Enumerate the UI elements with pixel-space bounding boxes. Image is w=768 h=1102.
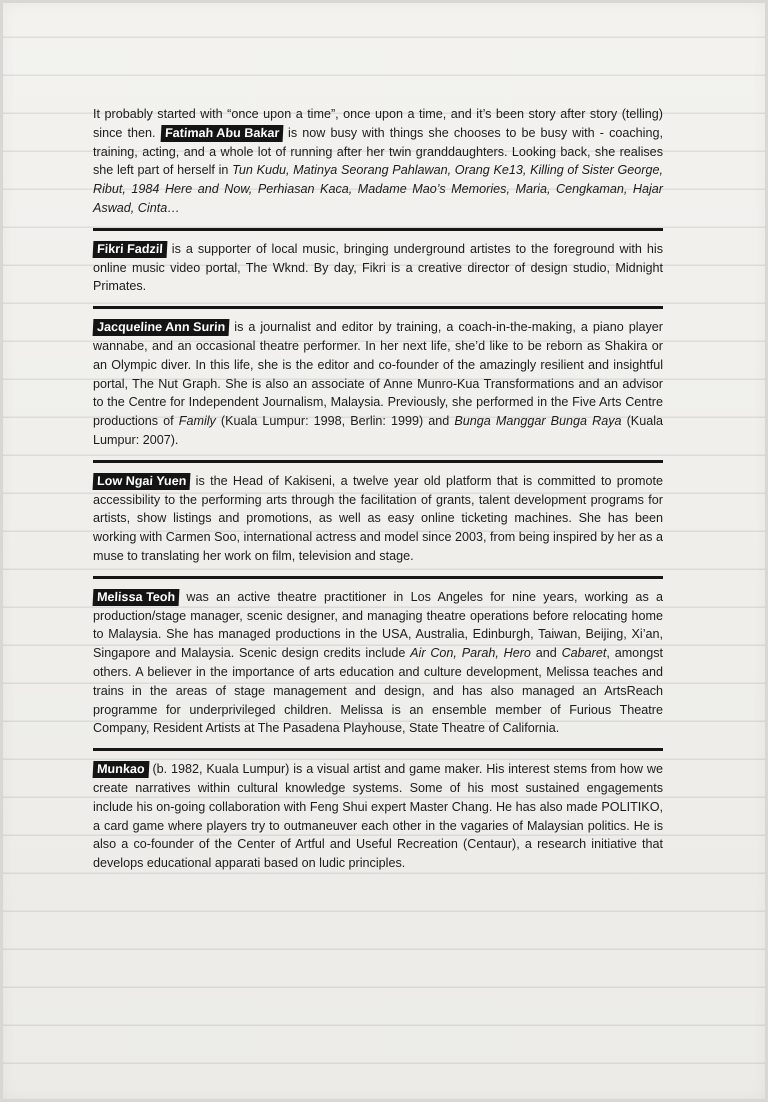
- bio-name-highlight: Jacqueline Ann Surin: [93, 319, 230, 336]
- bio-text: was an active theatre practitioner in Los Angeles for nine years, working as a production/stage manager, scenic designer, and managing theatre operations before relocating home to Malaysia. She has managed productions in the USA, Australia, Edinburgh, Taiwan, Beijing, Xi’an, Singapore and Malaysia. Scenic design credits include: [93, 589, 663, 661]
- bio-text: is now busy with things she chooses to be busy with - coaching, training, acting, and a whole lot of running after her twin granddaughters. Looking back, she realises she left part of herself in: [93, 125, 663, 178]
- bio-fikri-fadzil: [93, 240, 663, 296]
- bio-name-highlight: Melissa Teoh: [93, 589, 180, 606]
- bio-fatimah-abu-bakar: [93, 105, 663, 218]
- bio-italic-titles: Tun Kudu, Matinya Seorang Pahlawan, Orang Ke13, Killing of Sister George, Ribut, 1984 Here and Now, Perhiasan Kaca, Madame Mao’s Memories, Maria, Cengkaman, Hajar Aswad, Cinta…: [93, 163, 664, 215]
- bio-text: is a journalist and editor by training, a coach-in-the-making, a piano player wannabe, and an occasional theatre performer. In her next life, she’d like to be reborn as Shakira or an Olympic diver. In this life, she is the editor and co-founder of the amazingly resilient and insightful portal, The Nut Graph. She is also an associate of Anne Munro-Kua Transformations and an advisor to the Centre for Independent Journalism, Malaysia. Previously, she performed in the Five Arts Centre productions of: [93, 320, 663, 429]
- bio-low-ngai-yuen: [93, 472, 663, 566]
- bio-text-end: (Kuala Lumpur: 2007).: [93, 414, 664, 447]
- bio-melissa-teoh: [93, 588, 663, 738]
- bio-name-highlight: Low Ngai Yuen: [93, 473, 191, 490]
- bio-munkao: [93, 760, 663, 873]
- bio-italic-title: Air Con, Parah, Hero: [410, 646, 531, 661]
- section-divider: [93, 748, 663, 751]
- bios-column: [93, 103, 663, 873]
- section-divider: [93, 228, 663, 231]
- section-divider: [93, 460, 663, 463]
- bio-jacqueline-ann-surin: [93, 318, 663, 450]
- bio-italic-title: Cabaret: [561, 646, 607, 661]
- bio-text: is the Head of Kakiseni, a twelve year old platform that is committed to promote accessibility to the performing arts through the facilitation of grants, talent development programs for artists, show listings and promotions, as well as easy online ticketing machines. She has been working with Carmen Soo, international actress and model since 2003, from being inspired by her as a muse to translating her work on film, television and stage.: [93, 473, 663, 563]
- bio-text-end: , amongst others. A believer in the importance of arts education and culture development, Melissa teaches and trains in the areas of stage management and design, and has also managed an ArtsReach programme for underprivileged children. Melissa is an ensemble member of Furious Theatre Company, Resident Artists at The Pasadena Playhouse, State Theatre of California.: [93, 646, 663, 736]
- bio-intro-text: It probably started with “once upon a time”, once upon a time, and it’s been story after story (telling) since then.: [93, 107, 663, 140]
- bio-text: is a supporter of local music, bringing underground artistes to the foreground with his online music video portal, The Wknd. By day, Fikri is a creative director of design studio, Midnight Primates.: [93, 241, 663, 294]
- bio-name-highlight: Fatimah Abu Bakar: [160, 125, 283, 142]
- bio-name-highlight: Munkao: [93, 761, 149, 778]
- section-divider: [93, 306, 663, 309]
- bio-italic-title: Bunga Manggar Bunga Raya: [454, 414, 622, 429]
- bio-text-mid: and: [530, 646, 562, 661]
- bio-text-mid: (Kuala Lumpur: 1998, Berlin: 1999) and: [215, 414, 455, 429]
- section-divider: [93, 576, 663, 579]
- bio-name-highlight: Fikri Fadzil: [93, 241, 168, 258]
- bio-text: (b. 1982, Kuala Lumpur) is a visual artist and game maker. His interest stems from how we create narratives within cultural knowledge systems. Some of his most sustained engagements include his on-going collaboration with Feng Shui expert Master Chang. He has also made POLITIKO, a card game where players try to outmaneuver each other in the vagaries of Malaysian politics. He is also a co-founder of the Center of Artful and Useful Recreation (Centaur), a research initiative that develops educational apparati based on ludic principles.: [93, 762, 663, 871]
- bio-italic-title: Family: [178, 414, 216, 429]
